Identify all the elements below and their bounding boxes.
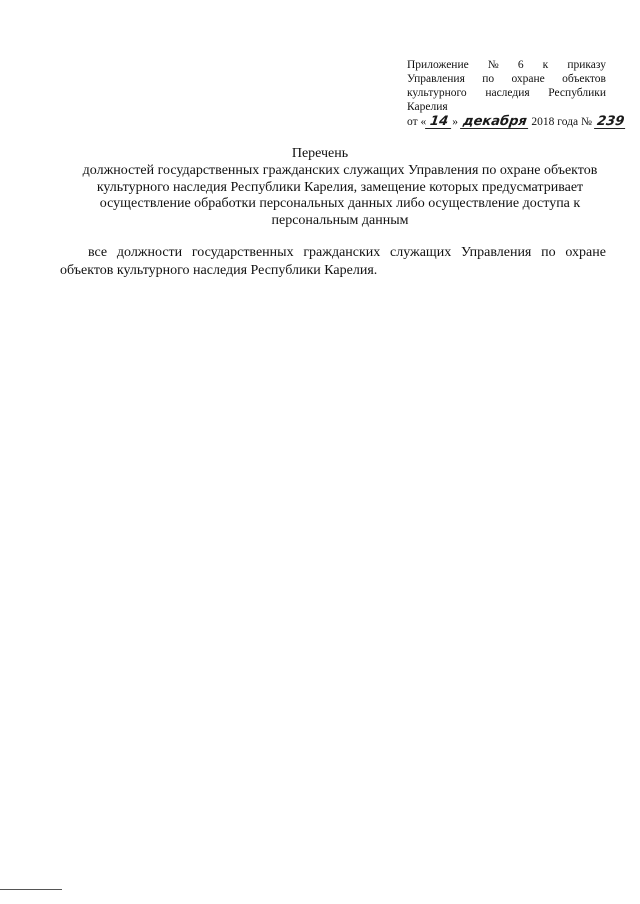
scan-edge-line xyxy=(0,889,62,890)
appendix-word: наследия xyxy=(485,87,530,99)
order-day-handwritten: 14 xyxy=(425,115,453,129)
appendix-word: к xyxy=(542,59,549,71)
appendix-line-2 xyxy=(407,72,606,86)
body-word: должности xyxy=(116,245,183,260)
body-paragraph xyxy=(60,244,606,279)
appendix-word: объектов xyxy=(562,73,606,85)
appendix-word: № xyxy=(487,59,499,71)
order-year-text: 2018 года № xyxy=(531,116,592,128)
body-word: по xyxy=(541,245,556,260)
body-word: государственных xyxy=(191,245,294,260)
appendix-word: приказу xyxy=(567,59,606,71)
appendix-line-3 xyxy=(407,86,606,100)
appendix-word: Приложение xyxy=(407,59,469,71)
appendix-word: по xyxy=(482,73,495,85)
body-line-1 xyxy=(60,244,606,262)
body-line-2: объектов культурного наследия Республики Карелия. xyxy=(60,262,378,278)
document-title: Перечень xyxy=(291,146,349,161)
subtitle-line: персональным данным xyxy=(271,212,409,228)
order-reference xyxy=(407,114,626,129)
order-from-label: от « xyxy=(407,116,427,128)
appendix-word: Республики xyxy=(548,87,606,99)
appendix-word: культурного xyxy=(407,87,467,99)
appendix-word: охране xyxy=(511,73,545,85)
appendix-line-4: Карелия xyxy=(407,101,448,113)
body-word: охране xyxy=(565,245,606,260)
body-word: все xyxy=(88,245,108,260)
appendix-word: Управления xyxy=(407,73,465,85)
subtitle-line: должностей государственных гражданских служащих Управления по охране объектов xyxy=(82,163,598,178)
subtitle-line: культурного наследия Республики Карелия, замещение которых предусматривает xyxy=(96,179,584,195)
appendix-line-1 xyxy=(407,58,606,72)
appendix-header xyxy=(407,58,626,129)
appendix-word: 6 xyxy=(517,59,524,71)
body-word: Управления xyxy=(460,245,532,260)
order-month-handwritten: декабря xyxy=(461,114,528,129)
document-subtitle xyxy=(40,163,640,229)
body-word: служащих xyxy=(390,245,452,260)
subtitle-line: осуществление обработки персональных данных либо осуществление доступа к xyxy=(99,196,581,211)
body-word: гражданских xyxy=(303,245,381,260)
order-quote-close: » xyxy=(452,116,458,128)
order-number-handwritten: 239 xyxy=(595,114,626,129)
